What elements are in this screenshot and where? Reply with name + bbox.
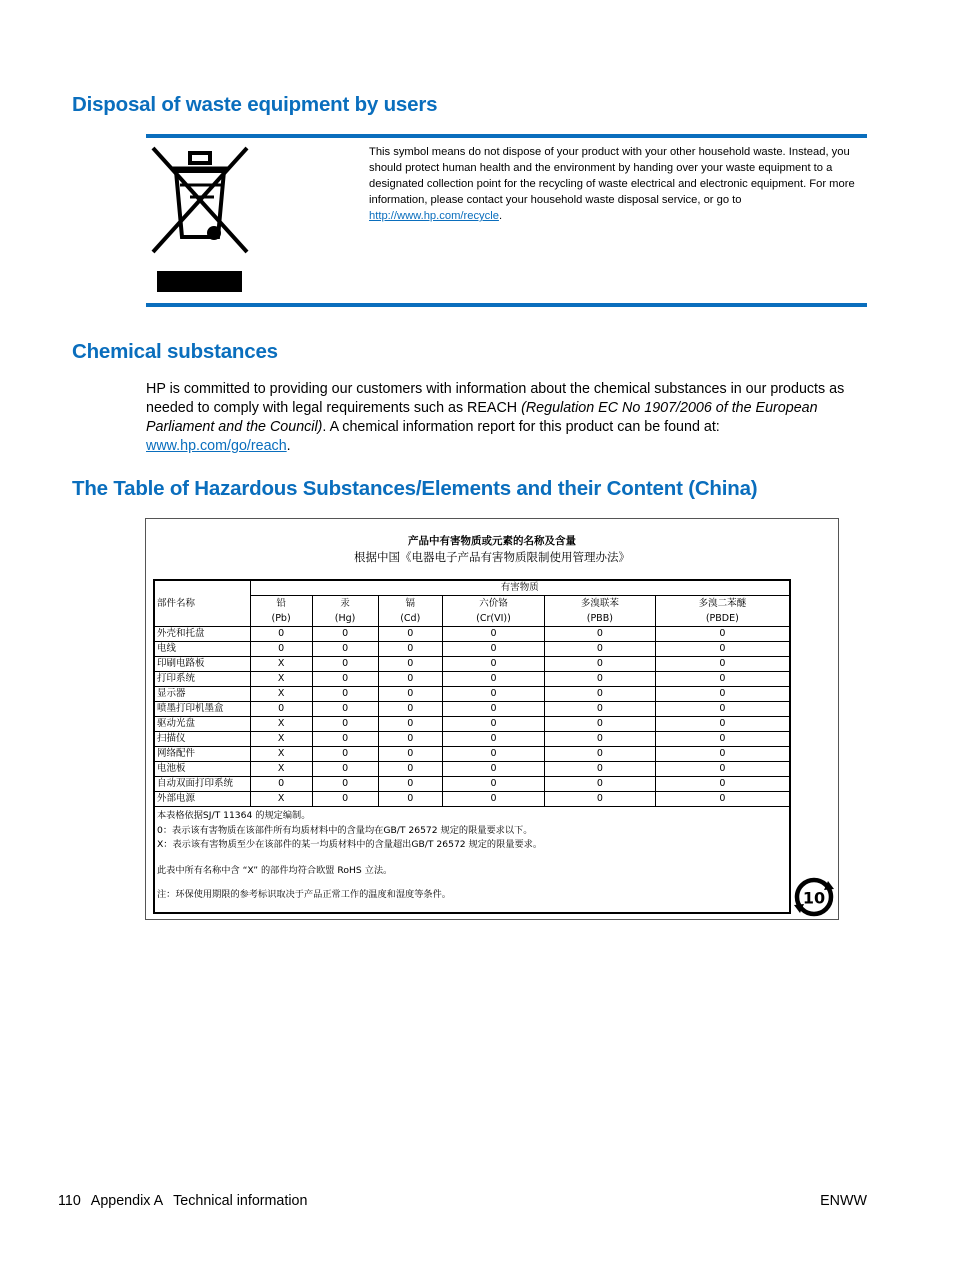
substance-value-cell: 0 [545, 717, 656, 732]
table-row [155, 747, 789, 762]
part-name-cell: 扫描仪 [155, 732, 250, 747]
substance-value-cell: 0 [312, 672, 378, 687]
substance-value-cell: 0 [545, 792, 656, 807]
chemical-text-2: . A chemical information report for this product can be found at: [322, 419, 720, 435]
substance-value-cell: 0 [443, 717, 545, 732]
substance-name: 镉 [405, 598, 415, 609]
part-name-cell: 电线 [155, 642, 250, 657]
substance-value-cell: 0 [443, 657, 545, 672]
substance-value-cell: 0 [655, 717, 789, 732]
substance-value-cell: 0 [378, 792, 443, 807]
substance-value-cell: 0 [655, 642, 789, 657]
substance-value-cell: X [250, 747, 312, 762]
substance-value-cell: 0 [655, 657, 789, 672]
substance-value-cell: 0 [378, 717, 443, 732]
substance-value-cell: 0 [655, 702, 789, 717]
substance-value-cell: 0 [312, 627, 378, 642]
substance-value-cell: 0 [655, 732, 789, 747]
substance-value-cell: 0 [545, 747, 656, 762]
section-rule-top [146, 134, 867, 138]
table-row [155, 792, 789, 807]
substance-value-cell: 0 [443, 672, 545, 687]
chemical-heading: Chemical substances [72, 340, 278, 363]
substance-value-cell: 0 [443, 777, 545, 792]
substance-value-cell: 0 [378, 702, 443, 717]
substance-value-cell: 0 [655, 672, 789, 687]
substance-value-cell: 0 [378, 627, 443, 642]
substance-value-cell: 0 [312, 702, 378, 717]
substance-column-header [312, 596, 378, 627]
substance-value-cell: 0 [545, 762, 656, 777]
chemical-text-italic: (Regulation EC No 1907/2006 of the European Parliament and the Council) [146, 400, 818, 435]
substance-value-cell: 0 [443, 792, 545, 807]
substance-column-header [655, 596, 789, 627]
table-row [155, 642, 789, 657]
substance-value-cell: 0 [312, 777, 378, 792]
part-name-cell: 网络配件 [155, 747, 250, 762]
part-name-cell: 电池板 [155, 762, 250, 777]
part-name-cell: 喷墨打印机墨盒 [155, 702, 250, 717]
substance-value-cell: 0 [545, 642, 656, 657]
disposal-heading: Disposal of waste equipment by users [72, 93, 438, 116]
china-heading: The Table of Hazardous Substances/Elements and their Content (China) [72, 477, 758, 500]
table-row [155, 672, 789, 687]
substance-value-cell: 0 [378, 642, 443, 657]
table-row [155, 777, 789, 792]
substance-value-cell: 0 [545, 777, 656, 792]
substance-value-cell: 0 [655, 792, 789, 807]
substance-value-cell: 0 [545, 702, 656, 717]
substance-name: 多溴二苯醚 [698, 598, 747, 609]
substance-value-cell: X [250, 792, 312, 807]
substance-symbol: (Cr(VI)) [476, 613, 511, 624]
substance-value-cell: 0 [378, 732, 443, 747]
chemical-text-1: HP is committed to providing our customers with information about the chemical substances in our products as needed to comply with legal requirements such as REACH [146, 381, 845, 416]
substance-value-cell: 0 [250, 702, 312, 717]
substance-value-cell: 0 [443, 702, 545, 717]
footer-right: ENWW [820, 1193, 867, 1209]
part-name-cell: 打印系统 [155, 672, 250, 687]
substance-symbol: (Hg) [334, 613, 356, 624]
substance-value-cell: 0 [655, 627, 789, 642]
substance-value-cell: 0 [378, 657, 443, 672]
substance-column-header [545, 596, 656, 627]
disposal-text: This symbol means do not dispose of your product with your other household waste. Instead, you should protect human health and the environment by handing over your waste equipment to a designated collection point for the recycling of waste electrical and electronic equipment. For more information, please contact your household waste disposal service, or go to [369, 146, 855, 206]
substance-value-cell: 0 [443, 747, 545, 762]
table-row [155, 732, 789, 747]
table-row [155, 762, 789, 777]
weee-black-bar [157, 271, 242, 292]
part-name-cell: 印刷电路板 [155, 657, 250, 672]
part-name-header: 部件名称 [155, 581, 250, 627]
substance-value-cell: 0 [378, 747, 443, 762]
table-row [155, 657, 789, 672]
substance-value-cell: 0 [545, 672, 656, 687]
substance-value-cell: 0 [655, 747, 789, 762]
substance-value-cell: X [250, 732, 312, 747]
substance-name: 六价铬 [479, 598, 508, 609]
substance-column-header [443, 596, 545, 627]
disposal-paragraph [369, 144, 864, 224]
part-name-cell: 外部电源 [155, 792, 250, 807]
chemical-text-end: . [286, 438, 291, 454]
table-note: 本表格依据SJ/T 11364 的规定编制。 [157, 810, 311, 821]
substances-group-header: 有害物质 [250, 581, 789, 596]
substance-value-cell: 0 [312, 747, 378, 762]
page-number: 110 [58, 1193, 81, 1209]
substance-value-cell: 0 [312, 792, 378, 807]
substance-value-cell: 0 [655, 762, 789, 777]
table-note: 此表中所有名称中含 “X” 的部件均符合欧盟 RoHS 立法。 [157, 865, 393, 876]
table-row [155, 717, 789, 732]
substance-value-cell: 0 [443, 762, 545, 777]
substance-value-cell: 0 [250, 642, 312, 657]
substance-value-cell: 0 [545, 732, 656, 747]
substance-value-cell: 0 [378, 762, 443, 777]
footer-appendix: Appendix A [90, 1193, 164, 1209]
footer-left [58, 1193, 307, 1209]
substance-value-cell: 0 [655, 777, 789, 792]
substance-value-cell: X [250, 717, 312, 732]
table-note: X：表示该有害物质至少在该部件的某一均质材料中的含量超出GB/T 26572 规定的限量要求。 [157, 839, 543, 850]
china-table-title: 产品中有害物质或元素的名称及含量 [408, 535, 576, 547]
epup-10-year-icon [792, 875, 836, 919]
substance-value-cell: 0 [545, 687, 656, 702]
hazardous-substances-table [155, 581, 789, 807]
reach-link[interactable]: www.hp.com/go/reach [146, 438, 287, 454]
table-row [155, 627, 789, 642]
china-table-subtitle: 根据中国《电器电子产品有害物质限制使用管理办法》 [354, 550, 630, 564]
footer-chapter: Technical information [173, 1193, 308, 1209]
table-note: 0：表示该有害物质在该部件所有均质材料中的含量均在GB/T 26572 规定的限量要求以下。 [157, 825, 533, 836]
substance-value-cell: 0 [655, 687, 789, 702]
substance-column-header [250, 596, 312, 627]
china-table-box [153, 579, 791, 914]
substance-symbol: (PBDE) [705, 613, 739, 624]
substance-value-cell: 0 [545, 627, 656, 642]
substance-symbol: (PBB) [586, 613, 613, 624]
substance-name: 汞 [340, 598, 350, 609]
table-row [155, 702, 789, 717]
recycle-link[interactable]: http://www.hp.com/recycle [369, 210, 499, 222]
part-name-cell: 自动双面打印系统 [155, 777, 250, 792]
substance-name: 多溴联苯 [580, 598, 619, 609]
table-row [155, 687, 789, 702]
substance-value-cell: 0 [443, 687, 545, 702]
china-rohs-figure [145, 518, 839, 920]
crossed-out-wheelie-bin-icon [150, 145, 250, 255]
substance-value-cell: X [250, 762, 312, 777]
substance-value-cell: 0 [378, 687, 443, 702]
substance-value-cell: 0 [312, 687, 378, 702]
part-name-cell: 显示器 [155, 687, 250, 702]
substance-value-cell: 0 [378, 672, 443, 687]
substance-value-cell: 0 [443, 732, 545, 747]
disposal-text-end: . [498, 210, 503, 222]
substance-value-cell: 0 [312, 657, 378, 672]
substance-value-cell: 0 [250, 627, 312, 642]
substance-value-cell: X [250, 687, 312, 702]
substance-symbol: (Cd) [400, 613, 421, 624]
substance-symbol: (Pb) [271, 613, 291, 624]
section-rule-bottom [146, 303, 867, 307]
substance-value-cell: 0 [443, 642, 545, 657]
epup-number: 10 [802, 888, 826, 908]
substance-value-cell: 0 [312, 717, 378, 732]
substance-value-cell: 0 [443, 627, 545, 642]
substance-name: 铅 [276, 598, 286, 609]
substance-value-cell: 0 [250, 777, 312, 792]
part-name-cell: 驱动光盘 [155, 717, 250, 732]
substance-value-cell: 0 [545, 657, 656, 672]
substance-value-cell: 0 [312, 642, 378, 657]
substance-value-cell: 0 [378, 777, 443, 792]
substance-value-cell: X [250, 672, 312, 687]
substance-column-header [378, 596, 443, 627]
substance-value-cell: 0 [312, 762, 378, 777]
table-note: 注：环保使用期限的参考标识取决于产品正常工作的温度和湿度等条件。 [157, 889, 451, 900]
part-name-cell: 外壳和托盘 [155, 627, 250, 642]
chemical-paragraph [146, 380, 868, 456]
substance-value-cell: X [250, 657, 312, 672]
substance-value-cell: 0 [312, 732, 378, 747]
